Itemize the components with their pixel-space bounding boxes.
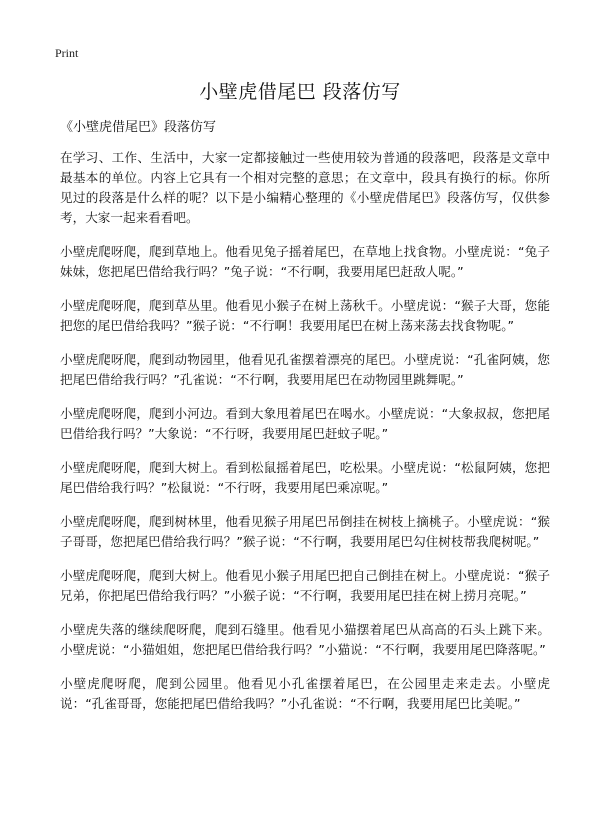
paragraph-rabbit: 小壁虎爬呀爬，爬到草地上。他看见兔子摇着尾巴，在草地上找食物。小壁虎说：“兔子妹妹，您把尾巴借给我行吗？”兔子说：“不行啊，我要用尾巴赶敌人呢。” [60, 244, 550, 279]
article-subtitle: 《小壁虎借尾巴》段落仿写 [60, 120, 217, 135]
print-link[interactable]: Print [55, 46, 79, 60]
paragraph-monkey-moon: 小壁虎爬呀爬，爬到大树上。他看见小猴子用尾巴把自己倒挂在树上。小壁虎说：“猴子兄弟，你把尾巴借给我行吗？”小猴子说：“不行啊，我要用尾巴挂在树上捞月亮呢。” [60, 568, 550, 603]
paragraph-cat: 小壁虎失落的继续爬呀爬，爬到石缝里。他看见小猫摆着尾巴从高高的石头上跳下来。小壁虎说：“小猫姐姐，您把尾巴借给我行吗？”小猫说：“不行啊，我要用尾巴降落呢。” [60, 622, 550, 657]
article-body [60, 148, 550, 728]
paragraph-intro: 在学习、工作、生活中，大家一定都接触过一些使用较为普通的段落吧，段落是文章中最基本的单位。内容上它具有一个相对完整的意思；在文章中，段具有换行的标。你所见过的段落是什么样的呢？以下是小编精心整理的《小壁虎借尾巴》段落仿写，仅供参考，大家一起来看看吧。 [60, 150, 550, 225]
paragraph-monkey-peach: 小壁虎爬呀爬，爬到树林里，他看见猴子用尾巴吊倒挂在树枝上摘桃子。小壁虎说：“猴子哥哥，您把尾巴借给我行吗？”猴子说：“不行啊，我要用尾巴勾住树枝帮我爬树呢。” [60, 514, 550, 549]
paragraph-little-peacock: 小壁虎爬呀爬，爬到公园里。他看见小孔雀摆着尾巴，在公园里走来走去。小壁虎说：“孔雀哥哥，您能把尾巴借给我吗？”小孔雀说：“不行啊，我要用尾巴比美呢。” [60, 676, 550, 711]
paragraph-elephant: 小壁虎爬呀爬，爬到小河边。看到大象甩着尾巴在喝水。小壁虎说：“大象叔叔，您把尾巴借给我行吗？”大象说：“不行呀，我要用尾巴赶蚊子呢。” [60, 406, 550, 441]
paragraph-peacock: 小壁虎爬呀爬，爬到动物园里，他看见孔雀摆着漂亮的尾巴。小壁虎说：“孔雀阿姨，您把尾巴借给我行吗？”孔雀说：“不行啊，我要用尾巴在动物园里跳舞呢。” [60, 352, 550, 387]
paragraph-squirrel: 小壁虎爬呀爬，爬到大树上。看到松鼠摇着尾巴，吃松果。小壁虎说：“松鼠阿姨，您把尾巴借给我行吗？”松鼠说：“不行呀，我要用尾巴乘凉呢。” [60, 460, 550, 495]
page-title: 小壁虎借尾巴 段落仿写 [199, 81, 401, 103]
paragraph-monkey-swing: 小壁虎爬呀爬，爬到草丛里。他看见小猴子在树上荡秋千。小壁虎说：“猴子大哥，您能把您的尾巴借给我吗？”猴子说：“不行啊！我要用尾巴在树上荡来荡去找食物呢。” [60, 298, 550, 333]
